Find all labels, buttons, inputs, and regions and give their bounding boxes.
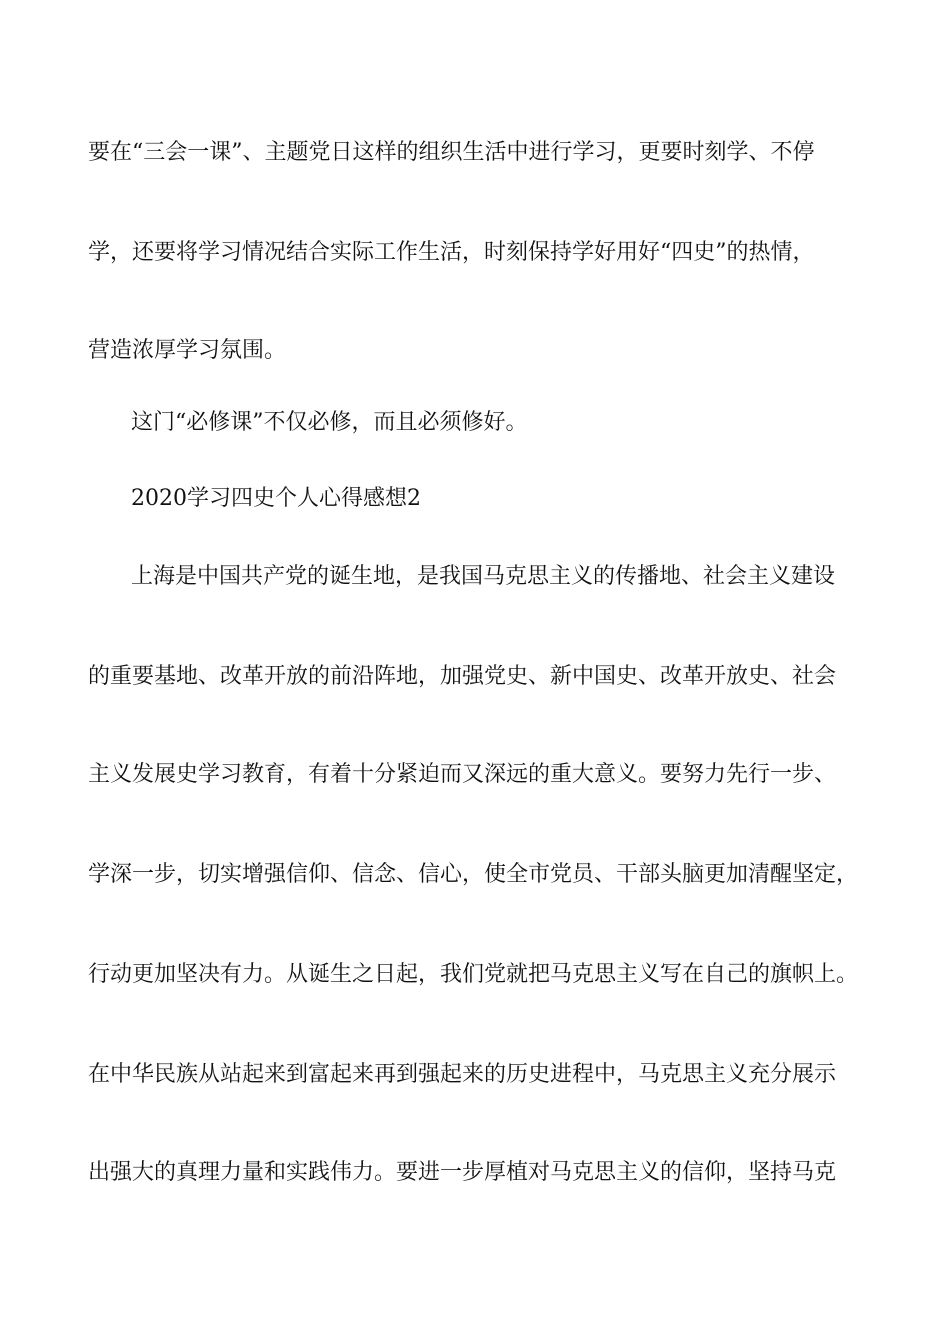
paragraph-line-8: 主义发展史学习教育，有着十分紧迫而又深远的重大意义。要努力先行一步、: [88, 762, 837, 787]
paragraph-line-1: 要在“三会一课”、主题党日这样的组织生活中进行学习，更要时刻学、不停: [88, 140, 815, 165]
paragraph-line-6: 上海是中国共产党的诞生地，是我国马克思主义的传播地、社会主义建设: [131, 564, 836, 589]
paragraph-line-4: 这门“必修课”不仅必修，而且必须修好。: [131, 410, 528, 435]
paragraph-line-9: 学深一步，切实增强信仰、信念、信心，使全市党员、干部头脑更加清醒坚定，: [88, 862, 859, 887]
section-heading: 2020学习四史个人心得感想2: [131, 486, 421, 511]
paragraph-line-11: 在中华民族从站起来到富起来再到强起来的历史进程中，马克思主义充分展示: [88, 1062, 837, 1087]
paragraph-line-10: 行动更加坚决有力。从诞生之日起，我们党就把马克思主义写在自己的旗帜上。: [88, 962, 859, 987]
paragraph-line-7: 的重要基地、改革开放的前沿阵地，加强党史、新中国史、改革开放史、社会: [88, 664, 837, 689]
paragraph-line-2: 学，还要将学习情况结合实际工作生活，时刻保持学好用好“四史”的热情，: [88, 240, 815, 265]
paragraph-line-3: 营造浓厚学习氛围。: [88, 338, 287, 363]
paragraph-line-12: 出强大的真理力量和实践伟力。要进一步厚植对马克思主义的信仰，坚持马克: [88, 1160, 837, 1185]
